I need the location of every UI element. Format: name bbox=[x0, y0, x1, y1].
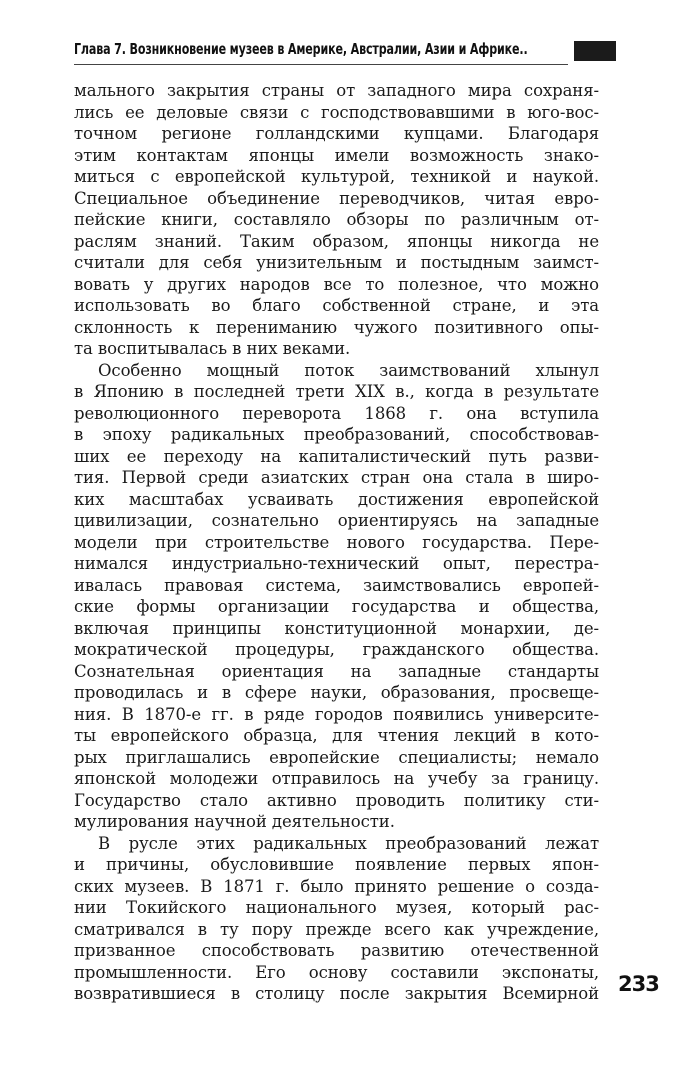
text-line: модели при строительстве нового государства. Пере- bbox=[74, 532, 599, 552]
text-line: В русле этих радикальных преобразований лежат bbox=[98, 833, 599, 853]
paragraph bbox=[74, 80, 599, 360]
text-line: ких масштабах усваивать достижения европейской bbox=[74, 489, 599, 509]
running-header bbox=[74, 38, 616, 66]
text-line: нимался индустриально-технический опыт, перестра- bbox=[74, 554, 599, 573]
text-line: склонность к перениманию чужого позитивного опы- bbox=[74, 317, 599, 337]
body-text bbox=[74, 80, 599, 1005]
text-line: включая принципы конституционной монархии, де- bbox=[74, 618, 599, 638]
text-line: рых приглашались европейские специалисты; немало bbox=[74, 747, 599, 767]
text-line: этим контактам японцы имели возможность знако- bbox=[74, 145, 599, 165]
text-line: считали для себя унизительным и постыдным заимст- bbox=[74, 253, 599, 272]
text-line: раслям знаний. Таким образом, японцы никогда не bbox=[74, 231, 599, 251]
text-line: и причины, обусловившие появление первых япон- bbox=[74, 855, 599, 874]
text-line: революционного переворота 1868 г. она вступила bbox=[74, 403, 599, 423]
text-line: в эпоху радикальных преобразований, способствовав- bbox=[74, 425, 599, 444]
text-line: японской молодежи отправилось на учебу за границу. bbox=[74, 769, 599, 788]
text-line: проводилась и в сфере науки, образования, просвеще- bbox=[74, 683, 599, 702]
text-line: мулирования научной деятельности. bbox=[74, 812, 395, 831]
text-line: ния. В 1870-е гг. в ряде городов появились университе- bbox=[74, 704, 599, 724]
text-line: призванное способствовать развитию отечественной bbox=[74, 941, 599, 960]
text-line: нии Токийского национального музея, который рас- bbox=[74, 898, 599, 917]
header-rule bbox=[74, 64, 568, 65]
page-number: 233 bbox=[618, 972, 659, 996]
text-line: цивилизации, сознательно ориентируясь на западные bbox=[74, 511, 599, 530]
text-line: Особенно мощный поток заимствований хлынул bbox=[98, 360, 599, 380]
text-line: Специальное объединение переводчиков, читая евро- bbox=[74, 188, 599, 208]
text-line: ских музеев. В 1871 г. было принято решение о созда- bbox=[74, 876, 599, 896]
text-line: сматривался в ту пору прежде всего как учреждение, bbox=[74, 919, 599, 939]
header-bar bbox=[574, 41, 616, 61]
text-line: возвратившиеся в столицу после закрытия Всемирной bbox=[74, 984, 599, 1003]
text-line: миться с европейской культурой, техникой и наукой. bbox=[74, 167, 599, 186]
text-line: ские формы организации государства и общества, bbox=[74, 597, 599, 616]
text-line: использовать во благо собственной стране, и эта bbox=[74, 296, 599, 315]
text-line: ших ее переходу на капиталистический путь разви- bbox=[74, 446, 599, 466]
text-line: мального закрытия страны от западного мира сохраня- bbox=[74, 81, 599, 100]
text-line: ивалась правовая система, заимствовались европей- bbox=[74, 575, 599, 595]
text-line: точном регионе голландскими купцами. Благодаря bbox=[74, 124, 599, 143]
running-title: Глава 7. Возникновение музеев в Америке, Австралии, Азии и Африке.. bbox=[74, 40, 528, 58]
text-line: ты европейского образца, для чтения лекций в кото- bbox=[74, 726, 599, 745]
text-line: та воспитывалась в них веками. bbox=[74, 339, 351, 358]
text-line: мократической процедуры, гражданского общества. bbox=[74, 640, 599, 659]
text-line: тия. Первой среди азиатских стран она стала в широ- bbox=[74, 468, 599, 487]
text-line: Государство стало активно проводить политику сти- bbox=[74, 790, 599, 810]
paragraph bbox=[74, 833, 599, 1005]
paragraph bbox=[74, 360, 599, 833]
text-line: в Японию в последней трети XIX в., когда в результате bbox=[74, 382, 599, 401]
text-line: вовать у других народов все то полезное, что можно bbox=[74, 274, 599, 294]
text-line: промышленности. Его основу составили экспонаты, bbox=[74, 962, 599, 982]
text-line: лись ее деловые связи с господствовавшими в юго-вос- bbox=[74, 102, 599, 122]
text-line: Сознательная ориентация на западные стандарты bbox=[74, 661, 599, 681]
text-line: пейские книги, составляло обзоры по различным от- bbox=[74, 210, 599, 229]
